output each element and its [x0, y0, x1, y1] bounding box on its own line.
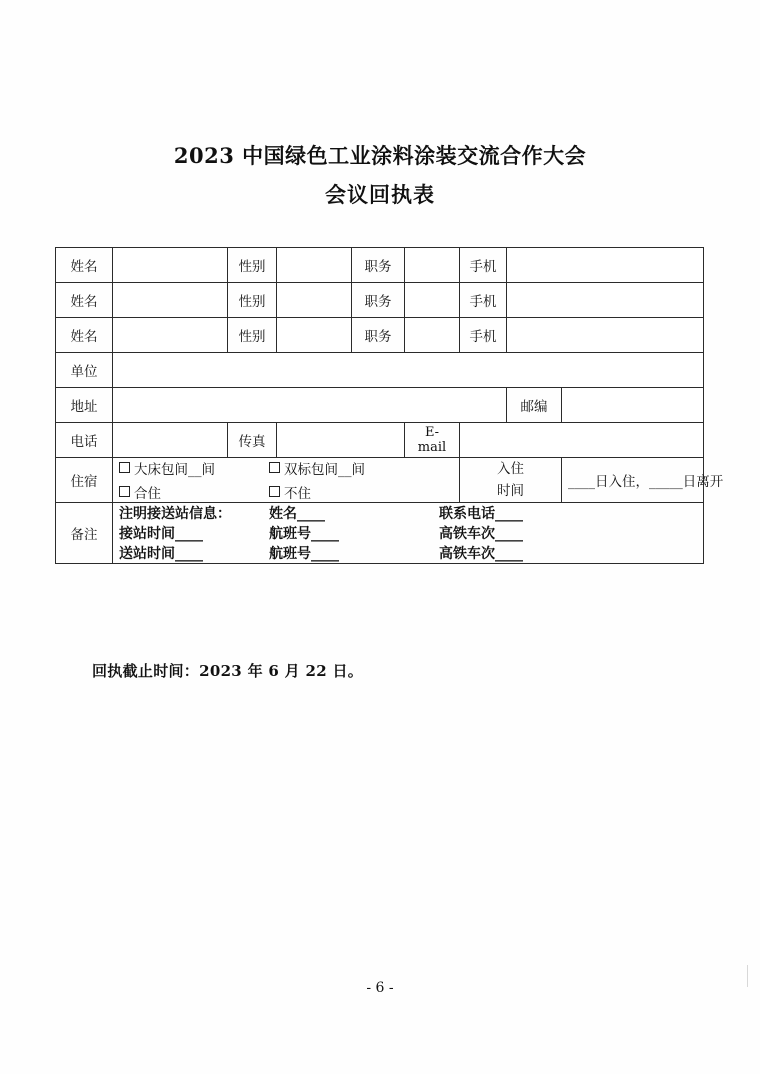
- title-label-2: 职务: [352, 283, 405, 318]
- checkbox-icon[interactable]: [119, 462, 130, 473]
- page-title: [0, 140, 760, 212]
- name-input-3[interactable]: [113, 318, 228, 353]
- checkin-time-label-line2: 时间: [497, 483, 524, 499]
- title-label-3: 职务: [352, 318, 405, 353]
- lodging-option-twin[interactable]: [269, 458, 419, 478]
- lodging-option-none-label: 不住: [284, 486, 311, 502]
- lodging-label: 住宿: [56, 458, 113, 503]
- remarks-content: [113, 503, 704, 564]
- zip-input[interactable]: [562, 388, 704, 423]
- remarks-line3-a[interactable]: 送站时间____: [119, 546, 203, 562]
- name-input-1[interactable]: [113, 248, 228, 283]
- zip-label: 邮编: [507, 388, 562, 423]
- gender-input-1[interactable]: [277, 248, 352, 283]
- checkin-time-label-line1: 入住: [497, 461, 524, 477]
- remarks-label: 备注: [56, 503, 113, 564]
- table-row-lodging: [56, 458, 704, 503]
- remarks-line-2: [119, 523, 697, 543]
- remarks-line1-b[interactable]: 姓名____: [269, 506, 325, 522]
- mobile-label-2: 手机: [460, 283, 507, 318]
- gender-input-3[interactable]: [277, 318, 352, 353]
- phone-input[interactable]: [113, 423, 228, 458]
- lodging-options: [113, 458, 460, 503]
- checkbox-icon[interactable]: [269, 486, 280, 497]
- remarks-line2-b[interactable]: 航班号____: [269, 526, 339, 542]
- gender-label-2: 性别: [228, 283, 277, 318]
- remarks-line-1: [119, 503, 697, 523]
- table-row: [56, 318, 704, 353]
- title-input-2[interactable]: [405, 283, 460, 318]
- page-edge-mark: [747, 965, 748, 987]
- unit-input[interactable]: [113, 353, 704, 388]
- remarks-line1-a: 注明接送站信息：: [119, 506, 231, 522]
- fax-input[interactable]: [277, 423, 405, 458]
- page-number: - 6 -: [366, 980, 394, 996]
- lodging-option-none[interactable]: [269, 482, 419, 502]
- title-line-1: 2023 中国绿色工业涂料涂装交流合作大会: [173, 143, 587, 168]
- lodging-option-big-bed-label: 大床包间__间: [134, 462, 215, 478]
- table-row: [56, 353, 704, 388]
- checkin-time-label: [460, 458, 562, 503]
- table-row-remarks: [56, 503, 704, 564]
- remarks-line2-a[interactable]: 接站时间____: [119, 526, 203, 542]
- remarks-line1-c[interactable]: 联系电话____: [439, 506, 523, 522]
- name-input-2[interactable]: [113, 283, 228, 318]
- remarks-line3-c[interactable]: 高铁车次____: [439, 546, 523, 562]
- gender-label-1: 性别: [228, 248, 277, 283]
- remarks-line3-b[interactable]: 航班号____: [269, 546, 339, 562]
- checkin-time-input[interactable]: ____日入住，_____日离开: [562, 458, 704, 503]
- fax-label: 传真: [228, 423, 277, 458]
- address-label: 地址: [56, 388, 113, 423]
- name-label-3: 姓名: [56, 318, 113, 353]
- table-row: [56, 423, 704, 458]
- address-input[interactable]: [113, 388, 507, 423]
- lodging-option-share-label: 合住: [134, 486, 161, 502]
- gender-input-2[interactable]: [277, 283, 352, 318]
- table-row: [56, 248, 704, 283]
- registration-reply-table: [55, 247, 724, 564]
- remarks-line-3: [119, 543, 697, 563]
- table-row: [56, 388, 704, 423]
- name-label-2: 姓名: [56, 283, 113, 318]
- lodging-option-share[interactable]: [119, 482, 269, 502]
- mobile-input-3[interactable]: [507, 318, 704, 353]
- phone-label: 电话: [56, 423, 113, 458]
- checkbox-icon[interactable]: [269, 462, 280, 473]
- remarks-line2-c[interactable]: 高铁车次____: [439, 526, 523, 542]
- deadline-note: 回执截止时间：2023 年 6 月 22 日。: [92, 662, 364, 680]
- lodging-option-big-bed[interactable]: [119, 458, 269, 478]
- table-row: [56, 283, 704, 318]
- title-line-2: 会议回执表: [325, 182, 435, 207]
- email-label: E-mail: [405, 423, 460, 458]
- mobile-input-1[interactable]: [507, 248, 704, 283]
- title-label-1: 职务: [352, 248, 405, 283]
- mobile-input-2[interactable]: [507, 283, 704, 318]
- title-input-3[interactable]: [405, 318, 460, 353]
- mobile-label-3: 手机: [460, 318, 507, 353]
- gender-label-3: 性别: [228, 318, 277, 353]
- mobile-label-1: 手机: [460, 248, 507, 283]
- email-input[interactable]: [460, 423, 704, 458]
- lodging-option-twin-label: 双标包间__间: [284, 462, 365, 478]
- unit-label: 单位: [56, 353, 113, 388]
- checkbox-icon[interactable]: [119, 486, 130, 497]
- title-input-1[interactable]: [405, 248, 460, 283]
- name-label-1: 姓名: [56, 248, 113, 283]
